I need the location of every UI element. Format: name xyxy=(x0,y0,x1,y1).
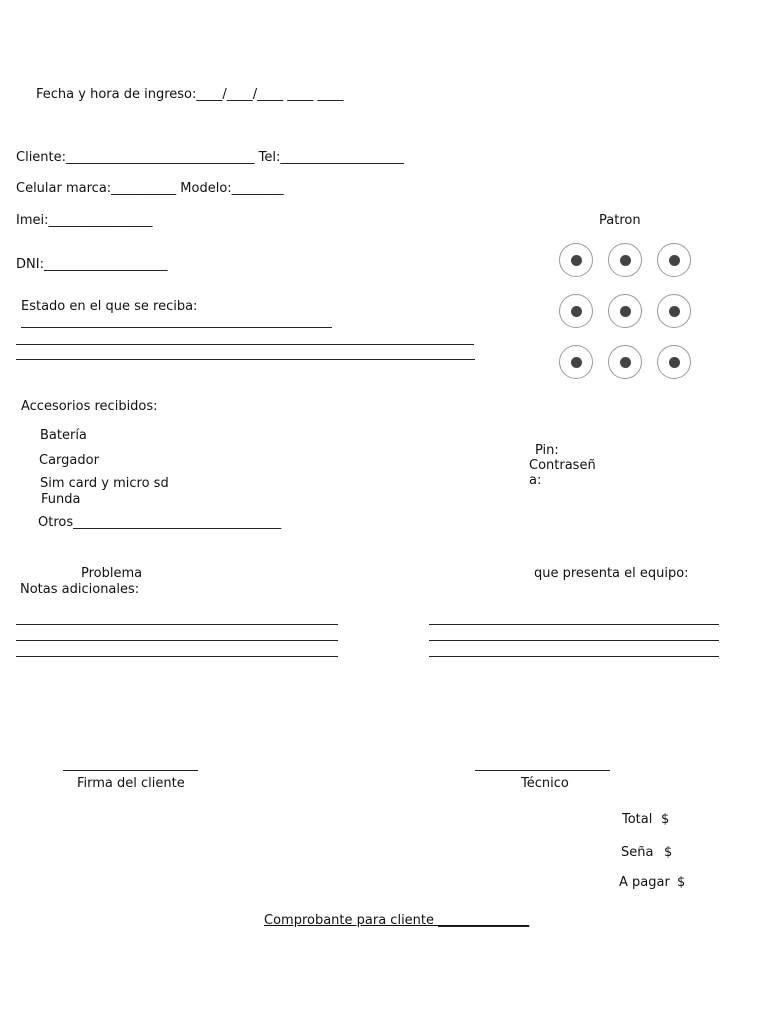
notas-line xyxy=(16,624,338,625)
total-currency: $ xyxy=(661,812,670,827)
accesorio-otros: Otros________________________________ xyxy=(38,515,282,530)
pattern-dot xyxy=(608,345,642,379)
accesorio-bateria: Batería xyxy=(40,428,87,443)
a-pagar-currency: $ xyxy=(677,875,686,890)
notas-line xyxy=(16,640,338,641)
firma-tecnico-label: Técnico xyxy=(521,776,569,791)
problema-line xyxy=(429,640,719,641)
pin-label: Pin: xyxy=(535,443,559,458)
a-pagar-label: A pagar xyxy=(619,875,670,890)
dni-field: DNI:___________________ xyxy=(16,257,168,272)
pattern-dot xyxy=(657,294,691,328)
patron-title: Patron xyxy=(599,213,641,228)
pattern-dot xyxy=(559,345,593,379)
total-label: Total xyxy=(622,812,653,827)
pattern-dot xyxy=(559,294,593,328)
problema-label: Problema xyxy=(81,566,143,581)
cliente-tel-field: Cliente:_____________________________ Tel:___________________ xyxy=(16,150,404,165)
celular-modelo-field: Celular marca:__________ Modelo:________ xyxy=(16,181,284,196)
estado-line xyxy=(21,327,332,328)
problema-label-cont: que presenta el equipo: xyxy=(534,566,689,581)
pattern-dot xyxy=(657,243,691,277)
comprobante-label xyxy=(264,913,529,929)
comprobante-blank: ______________ xyxy=(438,913,530,928)
problema-line xyxy=(429,624,719,625)
pattern-dot xyxy=(657,345,691,379)
problema-line xyxy=(429,656,719,657)
contrasena-label: Contraseñ xyxy=(529,458,596,473)
firma-tecnico-line xyxy=(475,770,610,771)
notas-label: Notas adicionales: xyxy=(20,582,140,597)
fecha-ingreso-label: Fecha y hora de ingreso:____/____/____ ____ ____ xyxy=(36,87,344,102)
accesorios-title: Accesorios recibidos: xyxy=(21,399,158,414)
pattern-dot xyxy=(608,294,642,328)
firma-cliente-label: Firma del cliente xyxy=(77,776,185,791)
sena-label: Seña xyxy=(621,845,654,860)
firma-cliente-line xyxy=(63,770,198,771)
imei-field: Imei:________________ xyxy=(16,213,153,228)
pattern-dot xyxy=(608,243,642,277)
accesorio-funda: Funda xyxy=(41,492,81,507)
estado-line xyxy=(16,344,474,345)
sena-currency: $ xyxy=(664,845,673,860)
estado-label: Estado en el que se reciba: xyxy=(21,299,198,314)
contrasena-label-cont: a: xyxy=(529,473,542,488)
accesorio-simcard: Sim card y micro sd xyxy=(40,476,169,491)
comprobante-text: Comprobante para cliente xyxy=(264,913,435,928)
notas-line xyxy=(16,656,338,657)
pattern-dot xyxy=(559,243,593,277)
estado-line xyxy=(16,359,475,360)
accesorio-cargador: Cargador xyxy=(39,453,99,468)
